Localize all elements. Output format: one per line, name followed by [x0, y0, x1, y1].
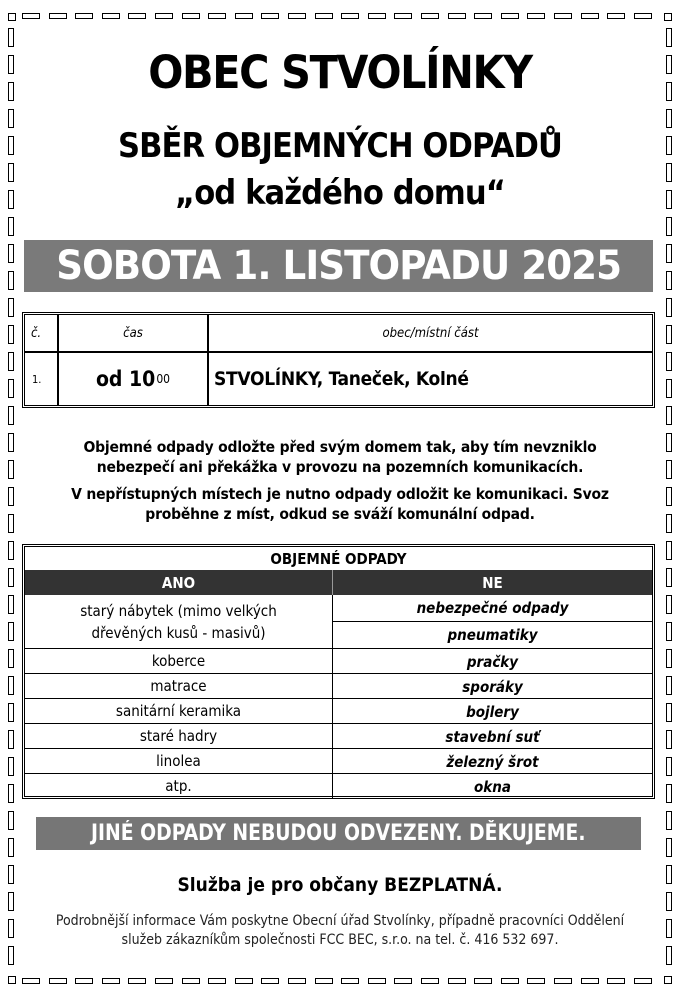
date-banner	[24, 240, 653, 292]
border-dash	[666, 838, 672, 857]
border-dash	[527, 13, 545, 19]
border-dash	[666, 244, 672, 263]
border-dash	[182, 978, 200, 984]
municipality-title: OBEC STVOLÍNKY	[148, 46, 532, 99]
border-dash	[102, 978, 120, 984]
border-dash	[666, 757, 672, 776]
border-dash	[666, 676, 672, 695]
contact-line: Podrobnější informace Vám poskytne Obecní úřad Stvolínky, případně pracovníci Oddělení	[55, 913, 625, 929]
row-time	[59, 353, 209, 405]
border-dash	[448, 13, 466, 19]
border-dash	[554, 13, 572, 19]
table-row	[25, 648, 652, 673]
notice-line: V nepřístupných místech je nutno odpady odložit ke komunikaci. Svoz	[71, 485, 609, 503]
notice-line: nebezpečí ani překážka v provozu na pozemních komunikacích.	[96, 458, 584, 476]
border-dash	[448, 978, 466, 984]
border-dash	[102, 13, 120, 19]
date-text: SOBOTA 1. LISTOPADU 2025	[56, 243, 621, 289]
schedule-row	[25, 353, 652, 405]
table-row	[25, 723, 652, 748]
border-dash	[666, 352, 672, 371]
border-dash	[554, 978, 572, 984]
border-dash	[22, 978, 40, 984]
border-dash	[666, 622, 672, 641]
border-dash	[666, 271, 672, 290]
allowed-item: matrace	[25, 674, 333, 698]
forbidden-item: pneumatiky	[447, 626, 538, 644]
border-dash	[8, 649, 14, 668]
border-dash	[666, 784, 672, 803]
border-dash	[235, 13, 253, 19]
contact-info	[0, 912, 680, 950]
border-dash	[368, 978, 386, 984]
border-dash	[666, 298, 672, 317]
border-dash	[474, 978, 492, 984]
border-dash	[261, 13, 279, 19]
border-dash	[155, 13, 173, 19]
border-dash	[341, 978, 359, 984]
border-dash	[666, 109, 672, 128]
border-dash	[666, 541, 672, 560]
border-dash	[666, 325, 672, 344]
border-dash	[421, 978, 439, 984]
border-dash	[8, 784, 14, 803]
waste-table	[22, 544, 655, 799]
border-dash	[666, 190, 672, 209]
table-row	[25, 698, 652, 723]
border-dash	[128, 13, 146, 19]
border-dash	[75, 978, 93, 984]
border-dash	[315, 13, 333, 19]
col-time-header: čas	[59, 315, 209, 351]
forbidden-item: nebezpečné odpady	[333, 595, 652, 622]
forbidden-item: pračky	[466, 652, 519, 671]
border-dash	[8, 298, 14, 317]
forbidden-item: železný šrot	[446, 752, 539, 771]
border-dash	[581, 978, 599, 984]
collection-subtitle: „od každého domu“	[174, 173, 506, 213]
table-row	[25, 673, 652, 698]
border-dash	[49, 13, 67, 19]
border-dash	[155, 978, 173, 984]
border-dash	[8, 568, 14, 587]
border-dash	[527, 978, 545, 984]
warning-banner	[36, 817, 641, 850]
border-dash	[666, 811, 672, 830]
border-dash	[8, 406, 14, 425]
free-service-note: Služba je pro občany BEZPLATNÁ.	[177, 874, 503, 896]
border-dash	[634, 13, 652, 19]
border-dash	[8, 271, 14, 290]
forbidden-item: okna	[474, 777, 511, 796]
border-dash	[8, 757, 14, 776]
allowed-item: staré hadry	[25, 724, 333, 748]
border-dash	[666, 55, 672, 74]
border-dash	[8, 676, 14, 695]
border-dash	[666, 28, 672, 47]
border-dash	[664, 13, 672, 21]
border-dash	[49, 978, 67, 984]
border-dash	[8, 325, 14, 344]
border-dash	[261, 978, 279, 984]
border-dash	[8, 379, 14, 398]
border-dash	[208, 13, 226, 19]
border-dash	[22, 13, 40, 19]
border-dash	[666, 82, 672, 101]
border-dash	[8, 217, 14, 236]
table-row	[25, 773, 652, 798]
forbidden-item: bojlery	[466, 702, 519, 721]
border-dash	[8, 811, 14, 830]
border-dash	[8, 136, 14, 155]
border-dash	[8, 82, 14, 101]
col-no-header: NE	[482, 573, 503, 592]
border-dash	[182, 13, 200, 19]
border-dash	[8, 595, 14, 614]
border-dash	[666, 649, 672, 668]
border-dash	[8, 976, 16, 984]
col-yes-header: ANO	[25, 570, 333, 595]
border-dash	[474, 13, 492, 19]
border-dash	[8, 244, 14, 263]
collection-title: SBĚR OBJEMNÝCH ODPADŮ	[117, 126, 563, 166]
border-dash	[394, 13, 412, 19]
notice-line: Objemné odpady odložte před svým domem tak, aby tím nevzniklo	[83, 438, 597, 456]
allowed-item: atp.	[25, 774, 333, 798]
border-dash	[666, 406, 672, 425]
border-dash	[607, 13, 625, 19]
row-location: STVOLÍNKY, Taneček, Kolné	[214, 368, 469, 390]
border-dash	[421, 13, 439, 19]
notice-placement	[0, 437, 680, 477]
col-location-header: obec/místní část	[382, 325, 479, 341]
allowed-item: starý nábytek (mimo velkých dřevěných kusů - masivů)	[25, 595, 333, 648]
border-dash	[666, 703, 672, 722]
waste-header-row	[25, 570, 652, 595]
border-dash	[8, 838, 14, 857]
border-dash	[664, 976, 672, 984]
border-dash	[607, 978, 625, 984]
time-prefix: od 10	[95, 367, 156, 391]
warning-text: JINÉ ODPADY NEBUDOU ODVEZENY. DĚKUJEME.	[91, 821, 586, 846]
border-dash	[634, 978, 652, 984]
border-dash	[8, 28, 14, 47]
border-dash	[235, 978, 253, 984]
border-dash	[8, 163, 14, 182]
border-dash	[368, 13, 386, 19]
contact-line: služeb zákazníkům společnosti FCC BEC, s.r.o. na tel. č. 416 532 697.	[121, 932, 559, 948]
border-dash	[8, 622, 14, 641]
border-dash	[666, 568, 672, 587]
border-dash	[666, 217, 672, 236]
border-dash	[8, 703, 14, 722]
waste-table-title: OBJEMNÉ ODPADY	[270, 550, 407, 568]
allowed-item: linolea	[25, 749, 333, 773]
border-dash	[315, 978, 333, 984]
notice-inaccessible	[0, 484, 680, 524]
border-dash	[8, 352, 14, 371]
border-dash	[394, 978, 412, 984]
border-dash	[501, 978, 519, 984]
time-minutes: 00	[156, 372, 171, 386]
forbidden-item: sporáky	[462, 677, 523, 696]
border-dash	[8, 541, 14, 560]
border-dash	[128, 978, 146, 984]
schedule-table	[22, 312, 655, 408]
border-dash	[666, 730, 672, 749]
border-dash	[581, 13, 599, 19]
allowed-item: sanitární keramika	[25, 699, 333, 723]
border-dash	[8, 190, 14, 209]
border-dash	[288, 978, 306, 984]
border-dash	[208, 978, 226, 984]
notice-line: proběhne z míst, odkud se sváží komunální odpad.	[145, 505, 535, 523]
border-dash	[501, 13, 519, 19]
row-number: 1.	[25, 353, 59, 405]
border-dash	[666, 136, 672, 155]
border-dash	[8, 55, 14, 74]
table-row	[25, 748, 652, 773]
border-dash	[666, 379, 672, 398]
table-row	[25, 595, 652, 648]
schedule-header-row	[25, 315, 652, 353]
border-dash	[666, 163, 672, 182]
allowed-item: koberce	[25, 649, 333, 673]
border-dash	[8, 13, 16, 21]
col-number-header: č.	[25, 315, 59, 351]
border-dash	[8, 109, 14, 128]
border-dash	[75, 13, 93, 19]
border-dash	[8, 730, 14, 749]
border-dash	[341, 13, 359, 19]
border-dash	[288, 13, 306, 19]
border-dash	[666, 595, 672, 614]
forbidden-item: stavební suť	[445, 727, 540, 746]
